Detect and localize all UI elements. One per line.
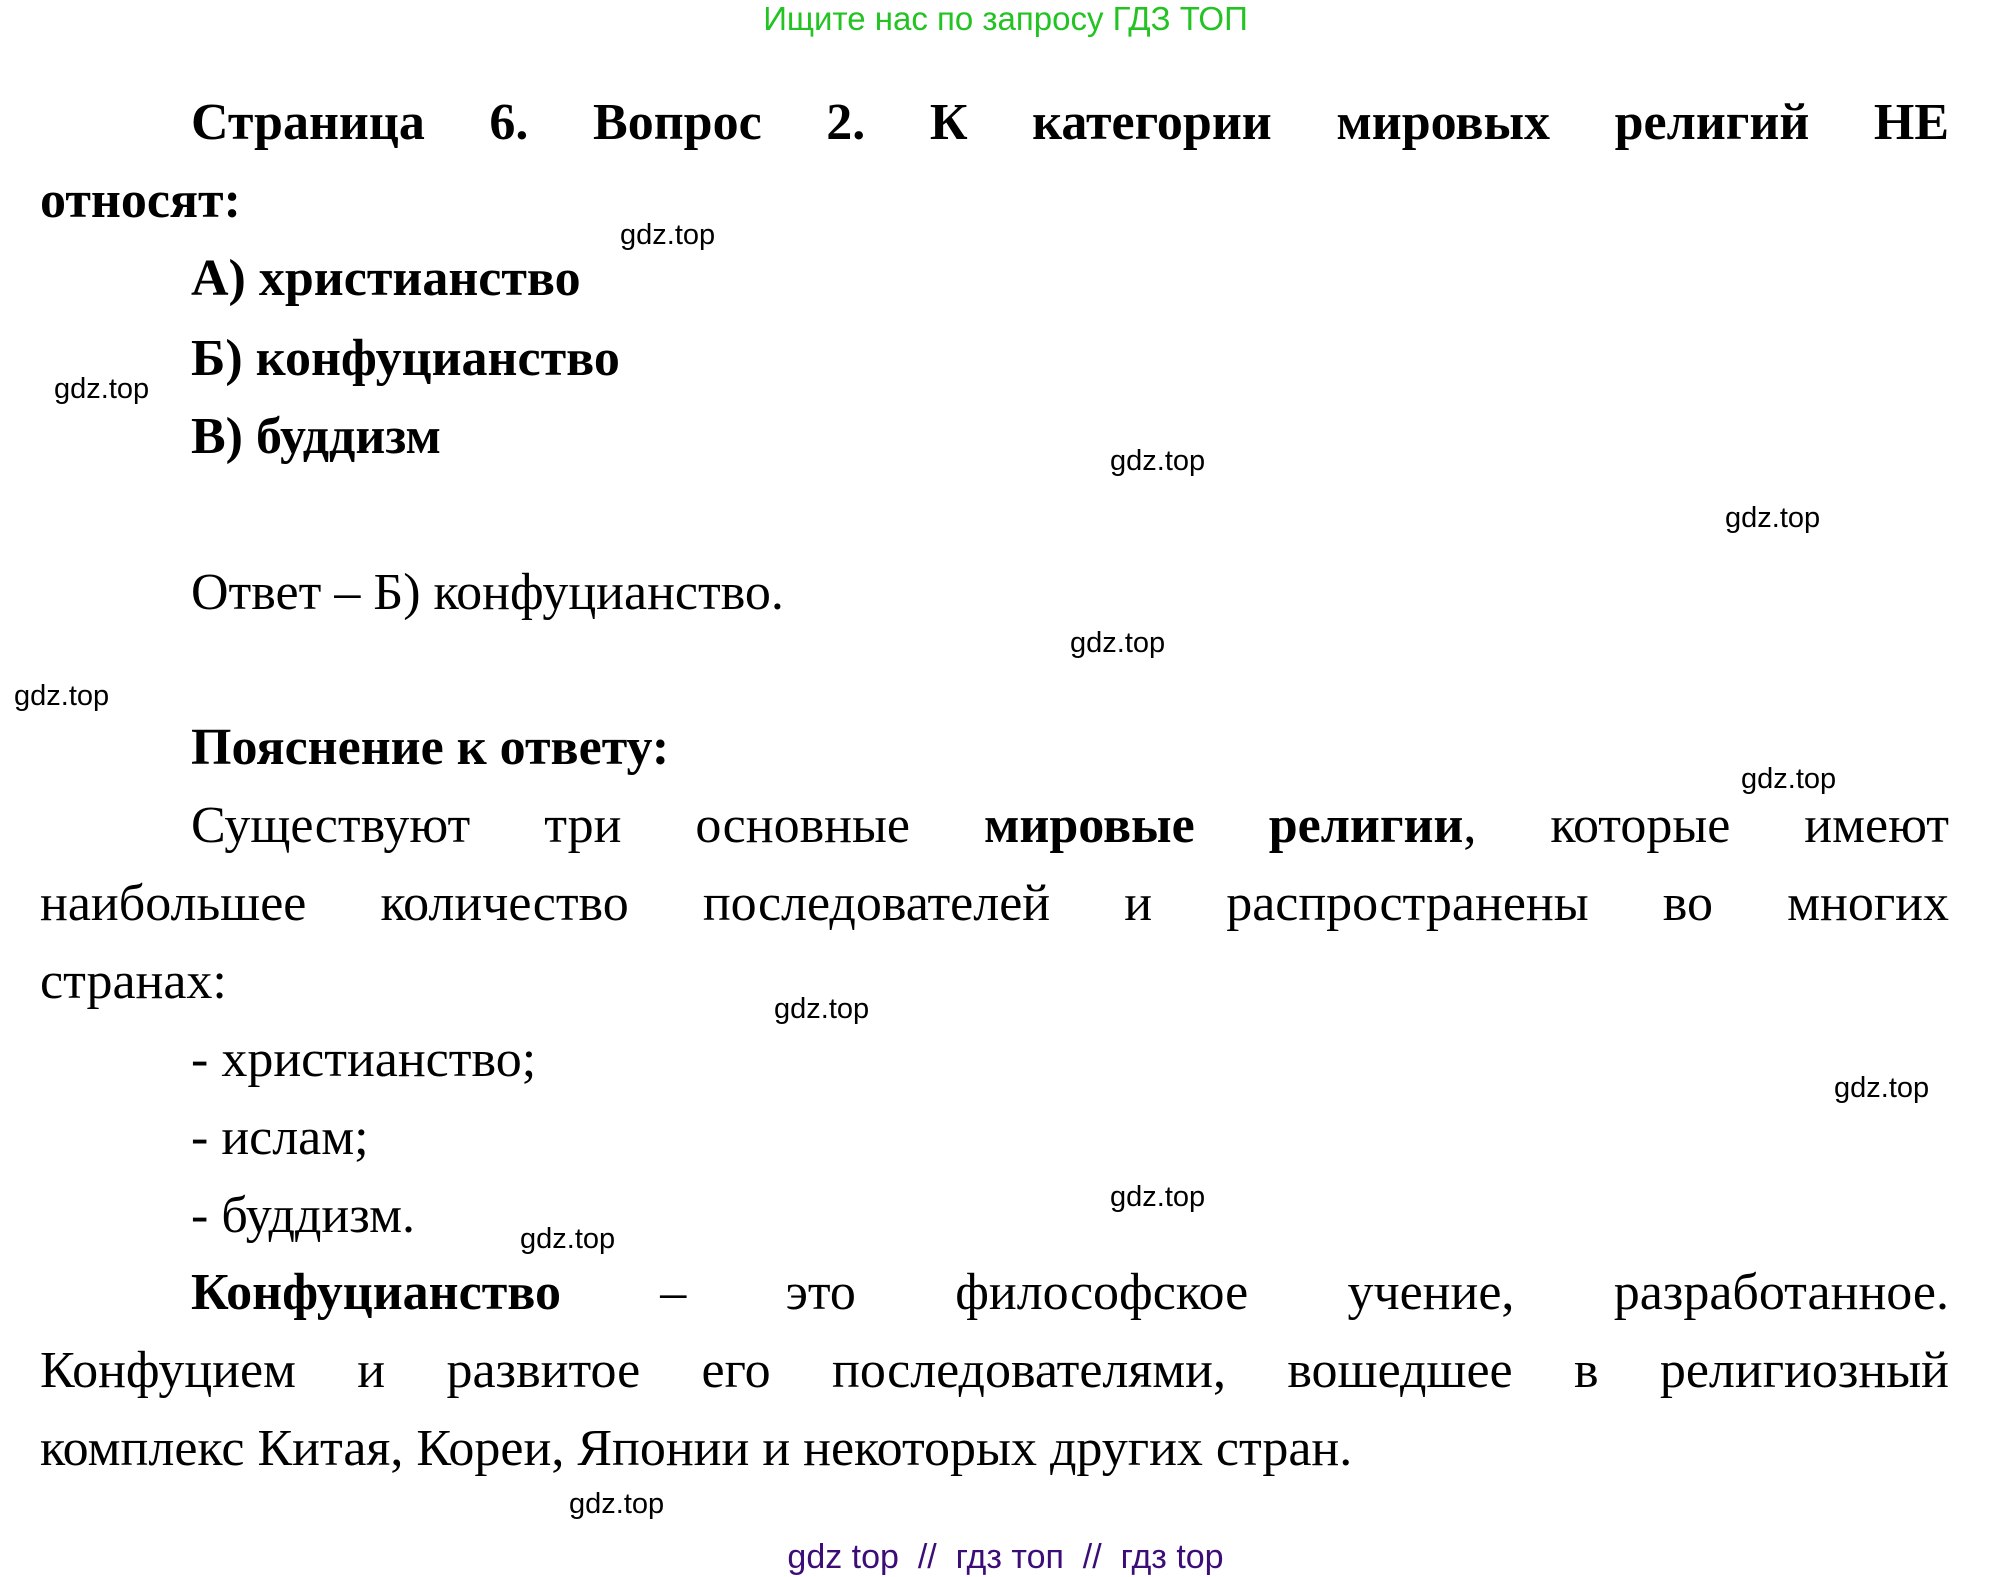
watermark: gdz.top — [1834, 1072, 1930, 1104]
answer-text: Ответ – Б) конфуцианство. — [191, 564, 784, 621]
text: Существуют три основные — [191, 797, 984, 854]
watermark: gdz.top — [520, 1223, 616, 1255]
watermark: gdz.top — [54, 373, 150, 405]
question-title-line1 — [191, 94, 1950, 151]
text: , которые имеют — [1463, 797, 1950, 854]
bold-term: мировые религии — [983, 797, 1464, 854]
bold-term: Конфуцианство — [191, 1264, 561, 1321]
watermark: gdz.top — [569, 1488, 665, 1520]
paragraph1-line3: странах: — [40, 953, 227, 1010]
search-banner: Ищите нас по запросу ГДЗ ТОП — [763, 0, 1248, 37]
watermark: gdz.top — [1070, 627, 1166, 659]
paragraph2-line3: комплекс Китая, Кореи, Японии и некоторых других стран. — [40, 1420, 1353, 1477]
option-b: Б) конфуцианство — [191, 330, 620, 387]
list-item: - христианство; — [191, 1031, 537, 1088]
title-word: категории — [1032, 94, 1272, 151]
option-c: В) буддизм — [191, 408, 441, 465]
watermark: gdz.top — [1725, 502, 1821, 534]
list-item: - буддизм. — [191, 1187, 415, 1244]
explanation-heading: Пояснение к ответу: — [191, 719, 670, 776]
watermark: gdz.top — [14, 680, 110, 712]
paragraph2-line2: Конфуцием и развитое его последователями, вошедшее в религиозный — [40, 1342, 1949, 1399]
watermark: gdz.top — [620, 219, 716, 251]
text: – это философское учение, разработанное. — [561, 1264, 1949, 1321]
watermark: gdz.top — [1110, 1181, 1206, 1213]
title-word: мировых — [1336, 94, 1551, 151]
paragraph2-line1 — [191, 1264, 1949, 1321]
title-word: НЕ — [1873, 94, 1950, 151]
watermark: gdz.top — [1741, 763, 1837, 795]
title-word: Страница 6. Вопрос 2. К — [191, 94, 968, 151]
list-item: - ислам; — [191, 1109, 369, 1166]
paragraph1-line2: наибольшее количество последователей и распространены во многих — [40, 875, 1949, 932]
watermark: gdz.top — [1110, 445, 1206, 477]
title-word: религий — [1614, 94, 1810, 151]
question-title-line2: относят: — [40, 172, 241, 229]
footer-links — [0, 1537, 2011, 1577]
watermark: gdz.top — [774, 993, 870, 1025]
paragraph1-line1 — [191, 797, 1950, 854]
footer-text: gdz top // гдз топ // гдз top — [787, 1538, 1224, 1576]
option-a: А) христианство — [191, 250, 581, 307]
